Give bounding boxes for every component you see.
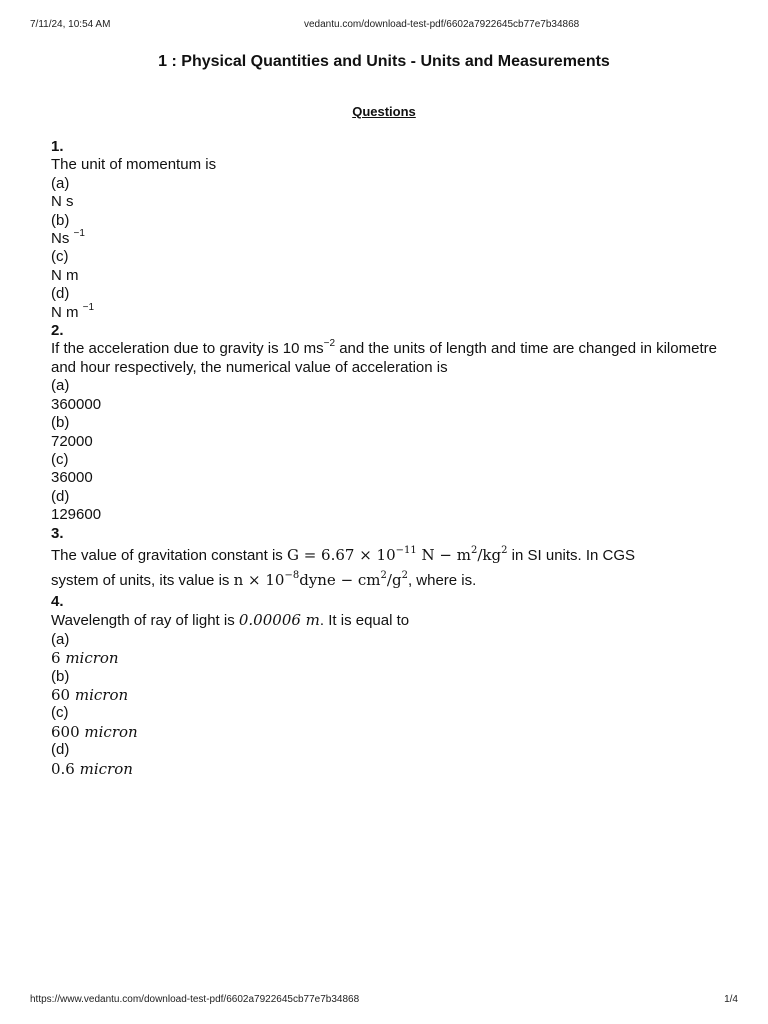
option-label: (a) xyxy=(51,377,70,395)
option-label: (c) xyxy=(51,248,69,266)
section-heading: Questions xyxy=(352,104,416,119)
question-4 xyxy=(51,593,731,778)
page-number: 1/4 xyxy=(724,994,738,1005)
question-text: The unit of momentum is xyxy=(51,156,217,174)
question-text: If the acceleration due to gravity is 10 $ms^{-2}$ and the units of length and time are changed in kilometre and hour respectively, the numerical value of acceleration is xyxy=(51,338,717,376)
question-1 xyxy=(51,138,731,322)
option-label: (d) xyxy=(51,487,70,505)
option-label: (b) xyxy=(51,414,70,432)
option-text: 72000 xyxy=(51,432,93,450)
option-text: N s xyxy=(51,193,74,211)
math-expression: $G = 6.67 \times 10^{-11}$ $N - m^2/kg^2$ xyxy=(286,544,508,564)
option-label: (b) xyxy=(51,211,70,229)
question-text-line-2: system of units, its value is $n \times 10^{-8}dyne - cm^2/g^2$, where is. xyxy=(51,569,477,589)
question-text-line-1: The value of gravitation constant is $G = 6.67 \times 10^{-11}$ $N - m^2/kg^2$ in SI units. In CGS xyxy=(51,544,636,564)
footer-url[interactable]: https://www.vedantu.com/download-test-pdf/6602a7922645cb77e7b34868 xyxy=(30,994,360,1005)
option-label: (c) xyxy=(51,450,69,468)
question-2 xyxy=(51,322,731,524)
option-text: 60 micron xyxy=(51,685,129,704)
question-number: 2. xyxy=(51,322,64,340)
option-text: 129600 xyxy=(51,506,102,524)
option-label: (d) xyxy=(51,285,70,303)
option-text: 360000 xyxy=(51,395,102,413)
option-label: (a) xyxy=(51,630,70,648)
print-datetime: 7/11/24, 10:54 AM xyxy=(30,19,111,30)
option-text: 6 micron xyxy=(51,649,119,668)
question-text: Wavelength of ray of light is 0.00006 m. It is equal to xyxy=(51,611,410,630)
print-header xyxy=(0,19,768,33)
option-label: (d) xyxy=(51,741,70,759)
math-expression: $n \times 10^{-8}dyne - cm^2/g^2$ xyxy=(233,569,408,589)
option-text: 36000 xyxy=(51,469,93,487)
print-url: vedantu.com/download-test-pdf/6602a7922645cb77e7b34868 xyxy=(304,19,580,30)
math-expression: 0.00006 m xyxy=(238,611,320,630)
option-text: N m xyxy=(51,266,79,284)
option-label: (b) xyxy=(51,667,70,685)
print-footer xyxy=(0,994,768,1008)
option-label: (a) xyxy=(51,174,70,192)
question-3 xyxy=(51,525,731,593)
option-text: Ns $^{-1}$ xyxy=(51,228,85,248)
question-number: 1. xyxy=(51,138,64,155)
option-label: (c) xyxy=(51,704,69,722)
option-text: 0.6 micron xyxy=(51,759,133,778)
option-text: 600 micron xyxy=(51,722,138,741)
question-number: 3. xyxy=(51,524,64,542)
question-number: 4. xyxy=(51,592,64,610)
page-title: 1 : Physical Quantities and Units - Units and Measurements xyxy=(158,53,610,70)
questions-list xyxy=(51,138,731,778)
option-text: N m $^{-1}$ xyxy=(51,301,95,321)
